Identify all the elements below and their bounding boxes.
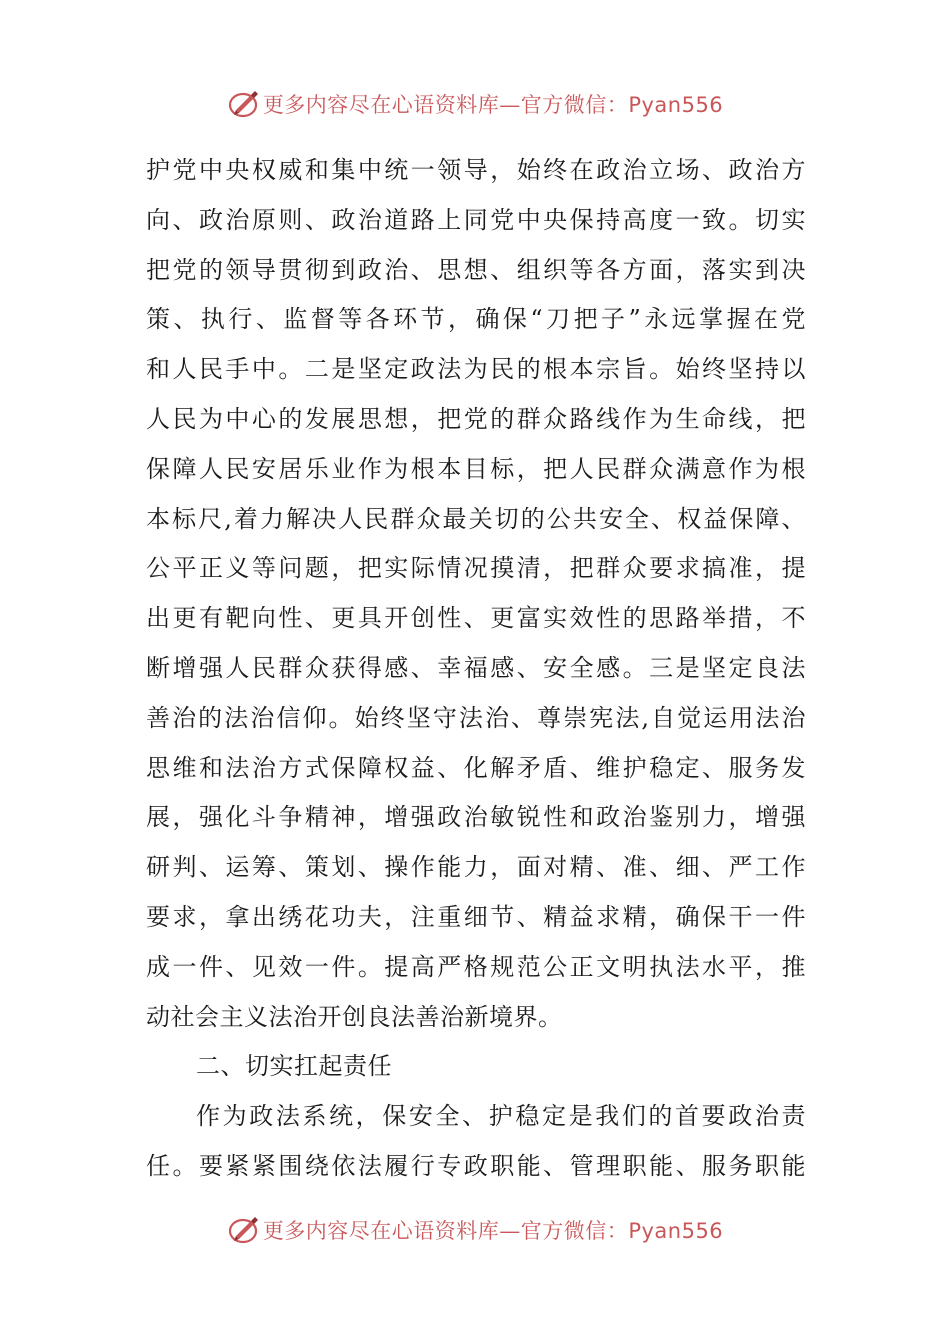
text-line: 善治的法治信仰。始终坚守法治、尊崇宪法,自觉运用法治 (146, 703, 806, 732)
text-line: 公平正义等问题，把实际情况摸清，把群众要求搞准，提 (146, 554, 806, 583)
text-line: 保障人民安居乐业作为根本目标，把人民群众满意作为根 (146, 454, 806, 483)
text-line: 展，强化斗争精神，增强政治敏锐性和政治鉴别力，增强 (146, 803, 806, 832)
text-line: 成一件、见效一件。提高严格规范公正文明执法水平，推 (146, 952, 806, 981)
footer-banner-text: 更多内容尽在心语资料库—官方微信：Pyan556 (262, 1219, 724, 1243)
header-banner-text: 更多内容尽在心语资料库—官方微信：Pyan556 (262, 93, 724, 117)
document-body (146, 146, 806, 1192)
text-line: 出更有靶向性、更具开创性、更富实效性的思路举措，不 (146, 604, 806, 633)
text-line: 动社会主义法治开创良法善治新境界。 (146, 1002, 563, 1031)
text-line: 和人民手中。二是坚定政法为民的根本宗旨。始终坚持以 (146, 355, 806, 384)
text-line: 策、执行、监督等各环节，确保“刀把子”永远掌握在党 (146, 305, 806, 334)
footer-banner (0, 1210, 950, 1250)
text-line: 研判、运筹、策划、操作能力，面对精、准、细、严工作 (146, 853, 806, 882)
text-line: 把党的领导贯彻到政治、思想、组织等各方面，落实到决 (146, 255, 806, 284)
text-line: 本标尺,着力解决人民群众最关切的公共安全、权益保障、 (146, 504, 806, 533)
text-line: 断增强人民群众获得感、幸福感、安全感。三是坚定良法 (146, 653, 806, 682)
pen-logo-icon (227, 87, 261, 121)
text-line: 作为政法系统，保安全、护稳定是我们的首要政治责 (196, 1102, 806, 1131)
text-line: 人民为中心的发展思想，把党的群众路线作为生命线，把 (146, 404, 806, 433)
header-banner (0, 84, 950, 124)
section-heading: 二、切实扛起责任 (196, 1052, 392, 1081)
text-line: 护党中央权威和集中统一领导，始终在政治立场、政治方 (146, 156, 806, 184)
text-line: 任。要紧紧围绕依法履行专政职能、管理职能、服务职能 (146, 1151, 806, 1180)
text-line: 向、政治原则、政治道路上同党中央保持高度一致。切实 (146, 205, 806, 234)
text-line: 思维和法治方式保障权益、化解矛盾、维护稳定、服务发 (146, 753, 806, 782)
text-line: 要求，拿出绣花功夫，注重细节、精益求精，确保干一件 (146, 902, 806, 931)
pen-logo-icon (227, 1213, 261, 1247)
